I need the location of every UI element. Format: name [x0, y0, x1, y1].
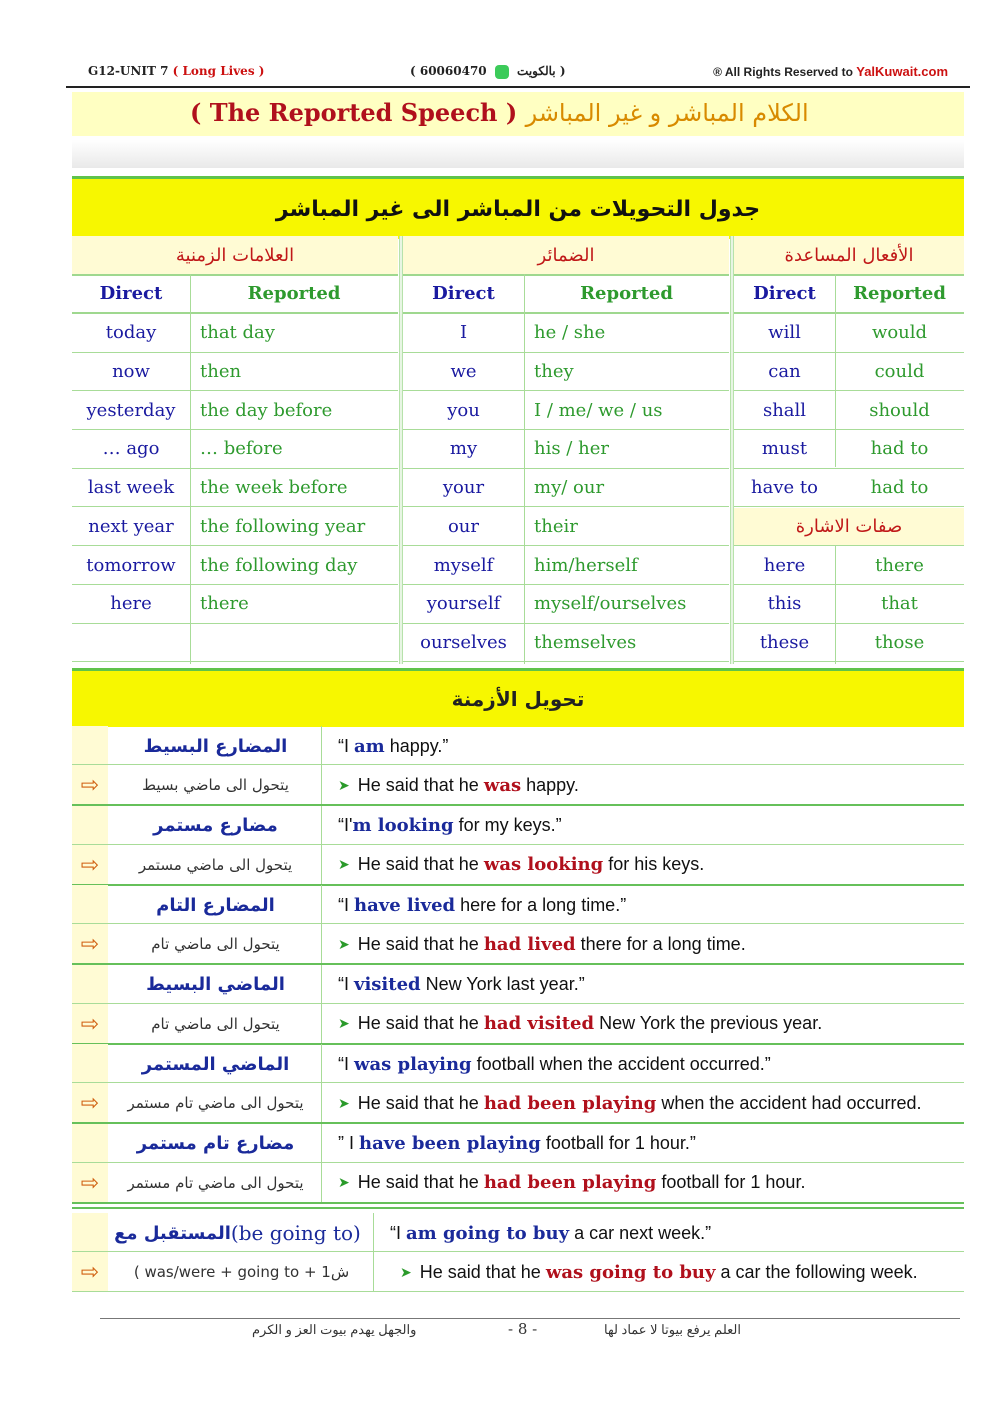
row-marker [72, 806, 108, 846]
conversion-arrow-icon: ⇨ [72, 1252, 108, 1292]
reported-cell: he / she [524, 314, 729, 353]
direct-cell: these [734, 624, 835, 663]
direct-cell: here [72, 585, 190, 624]
conversion-rule: يتحول الى ماضي تام [110, 924, 322, 964]
time-direct-header: Direct [72, 274, 190, 314]
reported-cell: his / her [524, 430, 729, 469]
sentence-text: “I [338, 894, 354, 915]
future-conversion-row [72, 1252, 964, 1292]
bullet-arrow-icon: ➤ [338, 776, 350, 793]
conversion-arrow-icon: ⇨ [72, 1163, 108, 1203]
sentence-text: football when the accident occurred.” [471, 1053, 771, 1074]
conversion-rule: يتحول الى ماضي مستمر [110, 845, 322, 885]
direct-cell: have to [734, 469, 835, 508]
time-expressions-section [72, 236, 398, 664]
reported-cell: him/herself [524, 546, 729, 585]
direct-cell: … ago [72, 430, 190, 469]
title-arabic: الكلام المباشر و غير المباشر [525, 99, 809, 127]
reported-sentence [376, 1252, 964, 1292]
pronouns-reported-header: Reported [524, 274, 729, 314]
future-label-en: (be going to) [230, 1221, 361, 1245]
reported-cell: myself/ourselves [524, 585, 729, 624]
conversion-rule: يتحول الى ماضي تام مستمر [110, 1163, 322, 1203]
conversion-arrow-icon: ⇨ [72, 924, 108, 964]
sentence-text: football for 1 hour. [656, 1172, 806, 1192]
reported-cell: the week before [190, 469, 398, 508]
pronouns-direct-header: Direct [403, 274, 524, 314]
conversion-arrow-icon: ⇨ [72, 1004, 108, 1044]
reported-sentence [324, 845, 964, 885]
sentence-text: here for a long time.” [455, 894, 627, 915]
sentence-text: ” I [338, 1133, 359, 1153]
row-marker [72, 1044, 108, 1084]
sentence-text: there for a long time. [575, 933, 746, 954]
direct-cell: here [734, 546, 835, 585]
tense-label: المضارع البسيط [110, 726, 322, 766]
direct-quote [324, 806, 964, 846]
reported-cell: I / me/ we / us [524, 391, 729, 430]
row-marker [72, 726, 108, 766]
bullet-arrow-icon: ➤ [338, 1094, 350, 1111]
tense-label: الماضي المستمر [110, 1044, 322, 1084]
site-link[interactable]: YalKuwait.com [856, 64, 948, 79]
tense-row [72, 965, 964, 1005]
sentence-text: New York last year.” [420, 974, 585, 994]
page-title [190, 98, 809, 127]
reported-cell: their [524, 508, 729, 547]
title-english: ( The Reported Speech ) [190, 98, 518, 127]
footer-quote-right: العلم يرفع بيوتا لا عماد لها [604, 1322, 741, 1337]
reported-cell: there [835, 546, 964, 585]
future-label [110, 1213, 374, 1253]
reported-sentence [324, 1004, 964, 1044]
verb-form: had been playing [483, 1172, 657, 1193]
direct-cell: today [72, 314, 190, 353]
reported-cell: that [835, 585, 964, 624]
reported-sentence [324, 1163, 964, 1203]
tense-row [72, 1044, 964, 1084]
reported-cell: there [190, 585, 398, 624]
bullet-arrow-icon: ➤ [338, 1174, 350, 1190]
sentence-text: He said that he [357, 1013, 484, 1033]
tense-row [72, 1124, 964, 1164]
direct-cell: this [734, 585, 835, 624]
direct-cell: last week [72, 469, 190, 508]
reported-cell: the following day [190, 546, 398, 585]
bullet-arrow-icon: ➤ [338, 935, 350, 952]
title-bar [72, 92, 964, 136]
verb-form: was playing [354, 1053, 472, 1075]
sentence-text: football for 1 hour.” [540, 1133, 696, 1153]
conversion-rule: يتحول الى ماضي بسيط [110, 765, 322, 805]
conversion-rule: يتحول الى ماضي تام مستمر [110, 1083, 322, 1123]
sentence-text: He said that he [357, 933, 484, 954]
direct-cell: yourself [403, 585, 524, 624]
header-divider [66, 86, 970, 88]
row-divider [72, 1202, 964, 1204]
tense-label: مضارع مستمر [110, 806, 322, 846]
direct-cell: ourselves [403, 624, 524, 663]
direct-cell: tomorrow [72, 546, 190, 585]
tense-conversion-row [72, 1083, 964, 1123]
modals-direct-header: Direct [734, 274, 835, 314]
row-divider [72, 1291, 964, 1292]
reported-cell: could [835, 353, 964, 392]
unit-title: ( Long Lives ) [172, 64, 265, 78]
direct-cell: our [403, 508, 524, 547]
unit-label [88, 64, 264, 78]
verb-form: have been playing [359, 1133, 541, 1154]
direct-quote [324, 885, 964, 925]
reported-sentence [324, 1083, 964, 1123]
sentence-text: happy.” [384, 735, 449, 756]
tense-row [72, 806, 964, 846]
row-marker [72, 965, 108, 1005]
conversion-rule: يتحول الى ماضي تام [110, 1004, 322, 1044]
reported-cell: themselves [524, 624, 729, 663]
verb-form: had visited [483, 1013, 595, 1034]
reported-cell: the day before [190, 391, 398, 430]
whatsapp-icon [495, 65, 509, 79]
row-marker [72, 1124, 108, 1164]
sentence-text: a car next week.” [569, 1222, 712, 1243]
verb-form: am going to buy [406, 1222, 570, 1244]
reported-cell: … before [190, 430, 398, 469]
time-section-title: العلامات الزمنية [72, 236, 398, 276]
direct-cell: my [403, 430, 524, 469]
future-label-ar: المستقبل مع [114, 1222, 231, 1244]
direct-cell: now [72, 353, 190, 392]
verb-form: have lived [354, 894, 456, 916]
reported-cell: the following year [190, 508, 398, 547]
sentence-text: for his keys. [603, 854, 705, 874]
verb-form: had been playing [483, 1092, 657, 1114]
tenses-heading: تحويل الأزمنة [72, 668, 964, 727]
direct-quote [324, 1124, 964, 1164]
tense-conversion-row [72, 1004, 964, 1044]
direct-cell [72, 624, 190, 663]
direct-cell: we [403, 353, 524, 392]
direct-cell: your [403, 469, 524, 508]
reported-cell: they [524, 353, 729, 392]
verb-form: visited [354, 974, 421, 995]
sentence-text: He said that he [419, 1261, 546, 1282]
sentence-text: “I' [338, 815, 353, 835]
direct-quote [324, 1044, 964, 1084]
sentence-text: for my keys.” [453, 815, 562, 835]
bullet-arrow-icon: ➤ [400, 1263, 412, 1280]
reported-cell: should [835, 391, 964, 430]
row-marker [72, 885, 108, 925]
verb-form: am [354, 735, 385, 757]
direct-quote [376, 1213, 964, 1253]
sentence-text: “I [338, 735, 354, 756]
tense-label: الماضي البسيط [110, 965, 322, 1005]
conversion-arrow-icon: ⇨ [72, 765, 108, 805]
rights-text: ® All Rights Reserved to [713, 65, 853, 79]
sentence-text: He said that he [357, 1172, 484, 1192]
page-header [72, 60, 968, 86]
conversion-table-heading: جدول التحويلات من المباشر الى غير المباشر [72, 176, 964, 239]
row-divider [72, 1207, 964, 1209]
reported-sentence [324, 765, 964, 805]
phone-label-ar: بالكويت ) [517, 64, 566, 78]
reported-cell [190, 624, 398, 663]
modals-section-title: الأفعال المساعدة [734, 236, 964, 276]
sentence-text: He said that he [357, 854, 484, 874]
tense-label: مضارع تام مستمر [110, 1124, 322, 1164]
direct-cell: must [734, 430, 835, 469]
tense-conversion-row [72, 845, 964, 885]
future-row [72, 1213, 964, 1253]
pronouns-section [403, 236, 729, 664]
direct-cell: yesterday [72, 391, 190, 430]
direct-cell: will [734, 314, 835, 353]
modals-section [734, 236, 964, 664]
sentence-text: “I [338, 974, 354, 994]
tense-conversion-row [72, 765, 964, 805]
reported-cell: had to [835, 469, 964, 508]
sentence-text: “I [390, 1222, 406, 1243]
sentence-text: a car the following week. [715, 1261, 918, 1282]
direct-cell: can [734, 353, 835, 392]
verb-form: had lived [483, 933, 576, 955]
reported-cell: would [835, 314, 964, 353]
conversion-table [72, 236, 964, 666]
time-reported-header: Reported [190, 274, 398, 314]
sentence-text: He said that he [357, 1092, 484, 1113]
sentence-text: New York the previous year. [594, 1013, 823, 1033]
bullet-arrow-icon: ➤ [338, 1015, 350, 1031]
direct-cell: you [403, 391, 524, 430]
rights-notice [713, 64, 948, 79]
tense-row [72, 726, 964, 766]
contact-info [410, 64, 566, 79]
tense-label: المضارع التام [110, 885, 322, 925]
sentence-text: when the accident had occurred. [656, 1092, 922, 1113]
page-footer [72, 1322, 964, 1342]
row-marker [72, 1213, 108, 1253]
future-conversion-rule: ( was/were + going to + 1ش [110, 1252, 374, 1292]
verb-form: was looking [483, 854, 604, 875]
sentence-text: happy. [521, 774, 579, 795]
pronouns-section-title: الضمائر [403, 236, 729, 276]
tense-conversion-row [72, 1163, 964, 1203]
reported-cell: then [190, 353, 398, 392]
footer-quote-left: والجهل يهدم بيوت العز و الكرم [252, 1322, 417, 1337]
reported-cell: my/ our [524, 469, 729, 508]
sentence-text: “I [338, 1053, 354, 1074]
demonstratives-title: صفات الاشارة [734, 508, 964, 547]
direct-cell: I [403, 314, 524, 353]
sentence-text: He said that he [357, 774, 484, 795]
direct-quote [324, 965, 964, 1005]
direct-cell: shall [734, 391, 835, 430]
reported-cell: those [835, 624, 964, 663]
reported-sentence [324, 924, 964, 964]
phone-number: ( 60060470 [410, 64, 487, 78]
verb-form: m looking [352, 815, 454, 836]
tense-row [72, 885, 964, 925]
reported-cell: had to [835, 430, 964, 469]
modals-reported-header: Reported [835, 274, 964, 314]
tense-conversion-row [72, 924, 964, 964]
footer-divider [100, 1318, 960, 1319]
reported-cell: that day [190, 314, 398, 353]
direct-cell: myself [403, 546, 524, 585]
page-number: - 8 - [508, 1320, 538, 1338]
conversion-arrow-icon: ⇨ [72, 845, 108, 885]
verb-form: was [483, 774, 522, 796]
direct-cell: next year [72, 508, 190, 547]
bullet-arrow-icon: ➤ [338, 856, 350, 872]
direct-quote [324, 726, 964, 766]
title-shadow [72, 140, 964, 168]
unit-code: G12-UNIT 7 [88, 64, 169, 78]
conversion-arrow-icon: ⇨ [72, 1083, 108, 1123]
verb-form: was going to buy [545, 1261, 716, 1283]
